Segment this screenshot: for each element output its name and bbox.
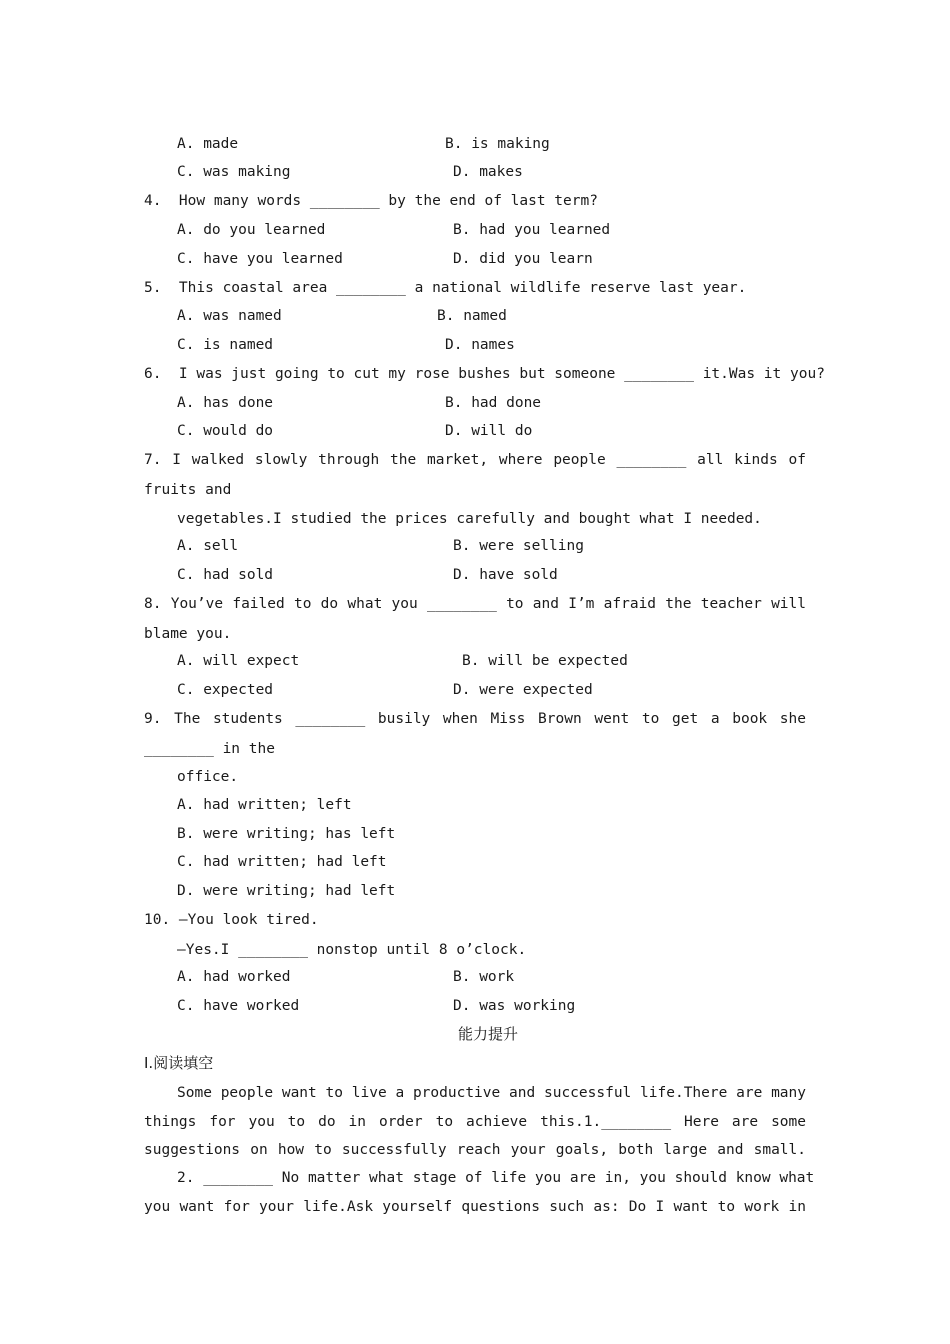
- option-a: A. was named: [177, 308, 282, 324]
- option-c: C. expected: [177, 682, 274, 698]
- option-a: A. made: [177, 136, 239, 152]
- question-stem: 9. The students ________ busily when Miss Brown went to get a book she: [144, 711, 806, 727]
- passage-line: Some people want to live a productive and successful life.There are many: [177, 1085, 806, 1101]
- option-c: C. have you learned: [177, 251, 343, 267]
- option-d: D. did you learn: [453, 251, 593, 267]
- option-a: A. had worked: [177, 969, 291, 985]
- question-stem-continued: fruits and: [144, 482, 232, 498]
- option-d: D. have sold: [453, 567, 558, 583]
- option-c: C. had sold: [177, 567, 274, 583]
- passage-line: 2. ________ No matter what stage of life you are in, you should know what: [177, 1170, 815, 1186]
- section-heading: 能力提升: [458, 1025, 519, 1043]
- question-stem: 4. How many words ________ by the end of last term?: [144, 193, 598, 209]
- option-a: A. do you learned: [177, 222, 326, 238]
- option-c: C. was making: [177, 164, 291, 180]
- option-b: B. work: [453, 969, 515, 985]
- option-b: B. is making: [445, 136, 550, 152]
- option-b: B. had done: [445, 395, 542, 411]
- option-d: D. names: [445, 337, 515, 353]
- question-stem-continued: —Yes.I ________ nonstop until 8 o’clock.: [177, 942, 527, 958]
- option-d: D. were expected: [453, 682, 593, 698]
- question-stem: 5. This coastal area ________ a national wildlife reserve last year.: [144, 280, 747, 296]
- question-stem-continued: ________ in the: [144, 741, 275, 757]
- option-b: B. had you learned: [453, 222, 611, 238]
- passage-line: you want for your life.Ask yourself questions such as: Do I want to work in: [144, 1199, 806, 1215]
- option-a: A. sell: [177, 538, 239, 554]
- option-a: A. has done: [177, 395, 274, 411]
- part-title: Ⅰ.阅读填空: [144, 1054, 214, 1072]
- passage-line: things for you to do in order to achieve this.1.________ Here are some: [144, 1114, 806, 1130]
- question-stem-continued: office.: [177, 769, 239, 785]
- option-c: C. had written; had left: [177, 854, 387, 870]
- option-d: D. was working: [453, 998, 576, 1014]
- option-d: D. will do: [445, 423, 533, 439]
- option-a: A. will expect: [177, 653, 300, 669]
- question-stem-continued: blame you.: [144, 626, 232, 642]
- option-b: B. will be expected: [462, 653, 628, 669]
- passage-line: suggestions on how to successfully reach your goals, both large and small.: [144, 1142, 806, 1158]
- question-stem: 8. You’ve failed to do what you ________ to and I’m afraid the teacher will: [144, 596, 806, 612]
- option-b: B. named: [437, 308, 507, 324]
- option-c: C. is named: [177, 337, 274, 353]
- option-d: D. were writing; had left: [177, 883, 396, 899]
- option-a: A. had written; left: [177, 797, 352, 813]
- option-c: C. have worked: [177, 998, 300, 1014]
- question-stem-continued: vegetables.I studied the prices carefully and bought what I needed.: [177, 511, 762, 527]
- question-stem: 6. I was just going to cut my rose bushes but someone ________ it.Was it you?: [144, 366, 825, 382]
- question-stem: 7. I walked slowly through the market, where people ________ all kinds of: [144, 452, 806, 468]
- option-b: B. were writing; has left: [177, 826, 396, 842]
- option-b: B. were selling: [453, 538, 584, 554]
- option-c: C. would do: [177, 423, 274, 439]
- option-d: D. makes: [453, 164, 523, 180]
- question-stem: 10. —You look tired.: [144, 912, 319, 928]
